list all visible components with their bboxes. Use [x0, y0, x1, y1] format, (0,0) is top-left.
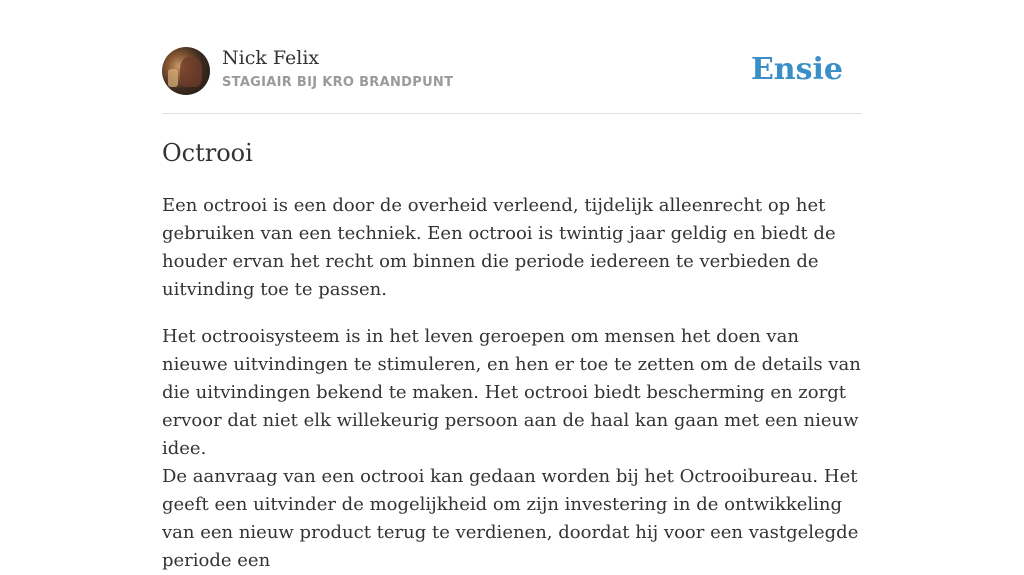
article-paragraph-text: De aanvraag van een octrooi kan gedaan worden bij het Octrooibureau. Het geeft een uitvinder de mogelijkheid om zijn investering in de ontwikkeling van een nieuw product terug te verdienen, doordat hij voor een vastgelegde periode een — [162, 466, 859, 571]
author-role: STAGIAIR BIJ KRO BRANDPUNT — [222, 75, 454, 90]
author-header — [162, 0, 862, 114]
article-page — [162, 0, 862, 575]
article-title: Octrooi — [162, 139, 253, 167]
article-body — [162, 192, 862, 575]
ensie-logo[interactable]: Ensie — [750, 52, 843, 87]
author-name[interactable]: Nick Felix — [222, 47, 320, 69]
author-avatar[interactable] — [162, 47, 210, 95]
article-paragraph: Een octrooi is een door de overheid verleend, tijdelijk alleenrecht op het gebruiken van een techniek. Een octrooi is twintig jaar geldig en biedt de houder ervan het recht om binnen die periode iedereen te verbieden de uitvinding toe te passen. — [162, 195, 836, 300]
article-paragraph — [162, 323, 862, 575]
article-paragraph-text: Het octrooisysteem is in het leven geroepen om mensen het doen van nieuwe uitvindingen te stimuleren, en hen er toe te zetten om de details van die uitvindingen bekend te maken. Het octrooi biedt bescherming en zorgt ervoor dat niet elk willekeurig persoon aan de haal kan gaan met een nieuw idee. — [162, 326, 861, 459]
